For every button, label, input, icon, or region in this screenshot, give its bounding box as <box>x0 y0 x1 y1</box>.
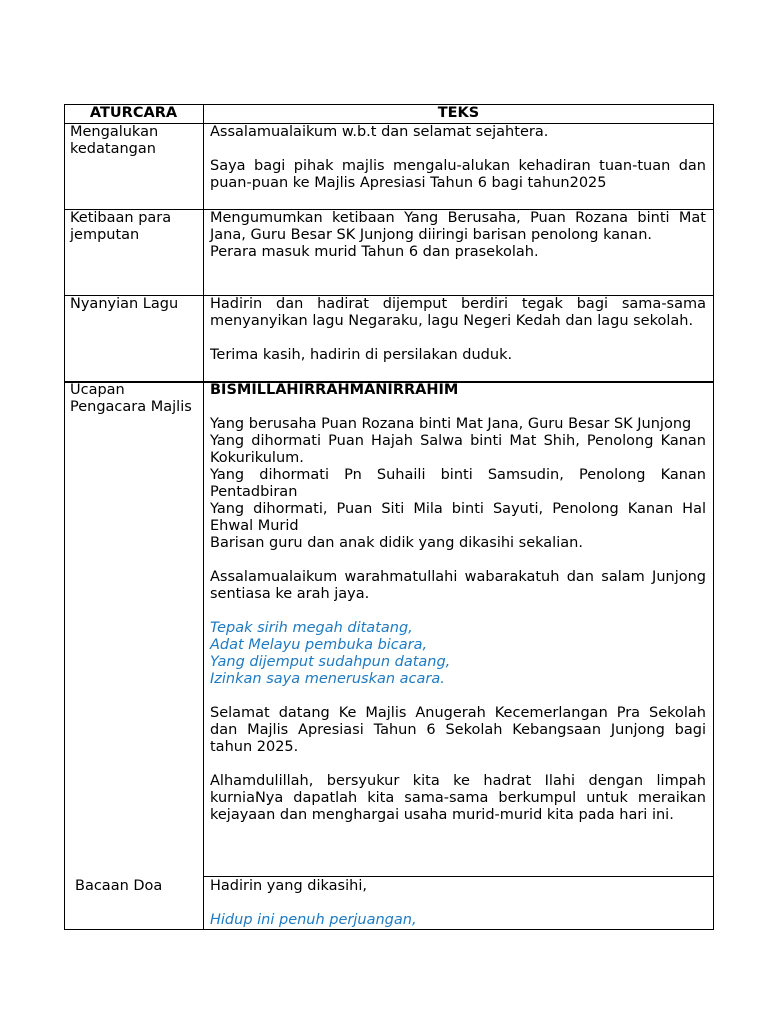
row-divider <box>203 876 714 877</box>
row-aturcara-label: Mengalukan kedatangan <box>70 124 159 157</box>
text-line: Mengumumkan ketibaan Yang Berusaha, Puan Rozana binti Mat Jana, Guru Besar SK Junjong diiringi barisan penolong kanan. <box>210 210 706 243</box>
row-aturcara-label: Ketibaan para jemputan <box>70 210 172 243</box>
speech-heading: BISMILLAHIRRAHMANIRRAHIM <box>210 382 459 398</box>
greeting-line: Yang dihormati Puan Hajah Salwa binti Mat Shih, Penolong Kanan Kokurikulum. <box>210 433 706 466</box>
row-teks <box>210 878 706 929</box>
table-border-left <box>64 104 65 930</box>
row-aturcara-label: Nyanyian Lagu <box>70 296 179 312</box>
row-teks <box>210 210 706 261</box>
table-border-right <box>713 104 714 930</box>
row-teks <box>210 124 706 192</box>
welcome-paragraph: Selamat datang Ke Majlis Anugerah Kecemerlangan Pra Sekolah dan Majlis Apresiasi Tahun 6 Sekolah Kebangsaan Junjong bagi tahun 2025. <box>210 705 706 755</box>
table-border-bottom-left <box>64 929 204 930</box>
row-aturcara-label: Bacaan Doa <box>75 878 163 894</box>
text-line: Perara masuk murid Tahun 6 dan prasekolah. <box>210 244 539 260</box>
greeting-line: Yang berusaha Puan Rozana binti Mat Jana, Guru Besar SK Junjong <box>210 416 692 432</box>
column-divider <box>203 104 204 930</box>
pantun-line: Izinkan saya meneruskan acara. <box>210 671 445 687</box>
pantun-line: Yang dijemput sudahpun datang, <box>210 654 451 670</box>
table-border-bottom <box>203 929 714 930</box>
header-aturcara: ATURCARA <box>89 105 178 121</box>
pantun-line: Tepak sirih megah ditatang, <box>210 620 413 636</box>
header-teks: TEKS <box>437 105 480 121</box>
greeting-line: Yang dihormati, Puan Siti Mila binti Sayuti, Penolong Kanan Hal Ehwal Murid <box>210 501 706 534</box>
text-line: Terima kasih, hadirin di persilakan duduk. <box>210 347 513 363</box>
text-line: Hidup ini penuh perjuangan, <box>210 912 417 928</box>
row-aturcara-label: Ucapan Pengacara Majlis <box>70 382 192 415</box>
text-line: Hadirin yang dikasihi, <box>210 878 367 894</box>
salam-paragraph: Assalamualaikum warahmatullahi wabarakatuh dan salam Junjong sentiasa ke arah jaya. <box>210 569 706 602</box>
closing-paragraph: Alhamdulillah, bersyukur kita ke hadrat Ilahi dengan limpah kurniaNya dapatlah kita sama-sama berkumpul untuk meraikan kejayaan dan menghargai usaha murid-murid kita pada hari ini. <box>210 773 706 823</box>
row-teks <box>210 296 706 364</box>
text-line: Assalamualaikum w.b.t dan selamat sejahtera. <box>210 124 549 140</box>
text-line: Hadirin dan hadirat dijemput berdiri tegak bagi sama-sama menyanyikan lagu Negaraku, lagu Negeri Kedah dan lagu sekolah. <box>210 296 706 329</box>
greeting-line: Barisan guru dan anak didik yang dikasihi sekalian. <box>210 535 583 551</box>
row-teks <box>210 382 706 824</box>
aturcara-table <box>64 104 714 930</box>
text-line: Saya bagi pihak majlis mengalu-alukan kehadiran tuan-tuan dan puan-puan ke Majlis Apresiasi Tahun 6 bagi tahun2025 <box>210 158 706 191</box>
pantun-line: Adat Melayu pembuka bicara, <box>210 637 428 653</box>
greeting-line: Yang dihormati Pn Suhaili binti Samsudin, Penolong Kanan Pentadbiran <box>210 467 706 500</box>
